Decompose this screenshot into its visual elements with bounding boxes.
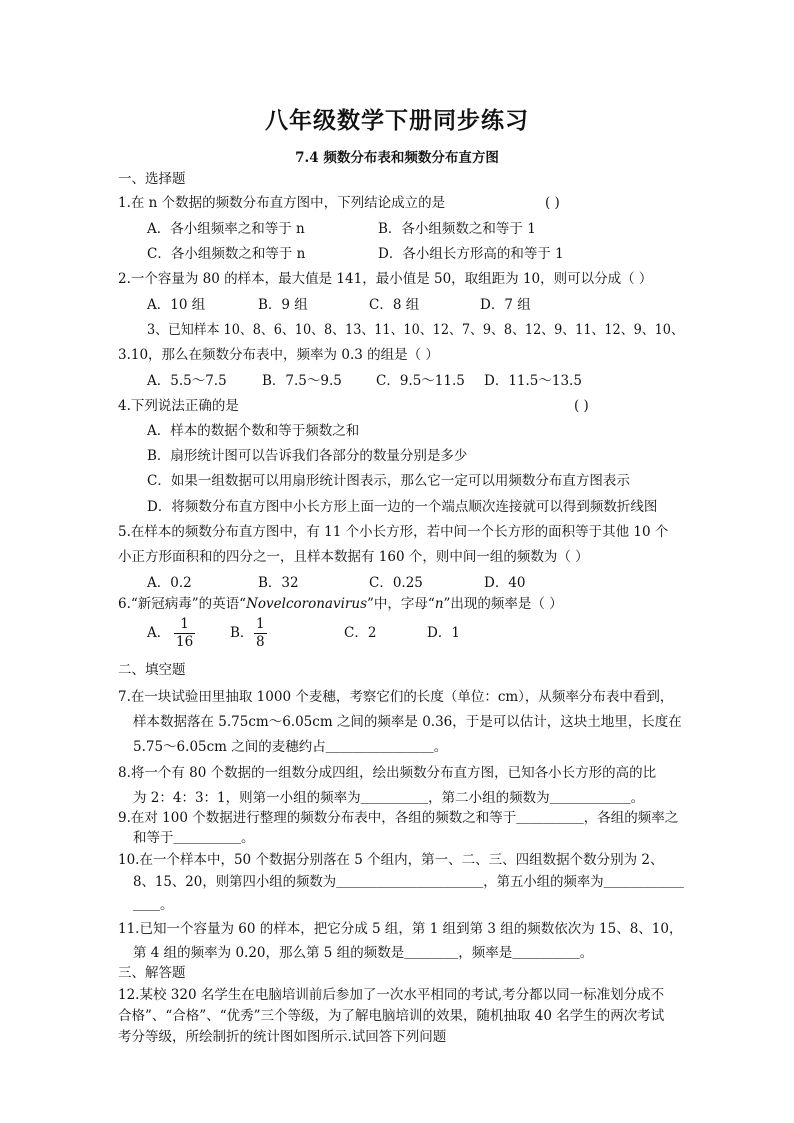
question-6-letter: n [434,596,444,612]
question-7-line-1: 7.在一块试验田里抽取 1000 个麦穗，考察它们的长度（单位：cm），从频率分布表中看到， [118,689,674,705]
question-5-option-c: C．0.25 [369,575,423,591]
question-6-stem-mid: ”中，字母“ [367,596,435,612]
question-8-line-1: 8.将一个有 80 个数据的一组数分成四组，绘出频数分布直方图，已知各小长方形的高的比 [118,765,657,781]
question-6-stem-post: ”出现的频率是（ ） [443,596,563,612]
question-3-option-a: A．5.5～7.5 [147,373,227,389]
question-2-option-b: B．9 组 [258,297,308,313]
question-2-option-c: C．8 组 [369,297,420,313]
question-1-option-c: C．各小组频数之和等于 n [147,246,306,262]
question-6-stem-pre: 6.“新冠病毒”的英语“ [118,596,247,612]
section-heading-solve: 三、解答题 [118,965,186,981]
fraction-denominator: 8 [256,634,265,650]
question-6-option-a-label: A． [147,625,171,641]
question-3-line-1: 3、已知样本 10、8、6、10、8、13、11、10、12、7、9、8、12、9、11、12、9、10、 [147,322,684,338]
question-3-option-d: D．11.5～13.5 [484,373,582,389]
question-6-option-c: C．2 [344,625,377,641]
question-10-line-3: ＿＿。 [133,897,174,913]
question-3-option-b: B．7.5～9.5 [262,373,342,389]
question-11-line-1: 11.已知一个容量为 60 的样本，把它分成 5 组，第 1 组到第 3 组的频数依次为 15、8、10， [118,921,683,937]
question-5-option-b: B．32 [258,575,299,591]
question-6-option-b-fraction [254,617,267,650]
question-6-option-a-fraction [174,617,195,650]
question-10-line-2: 8、15、20，则第四小组的频数为＿＿＿＿＿＿＿＿＿＿＿，第五小组的频率为＿＿＿＿＿＿ [133,874,684,890]
question-9-line-1: 9.在对 100 个数据进行整理的频数分布表中，各组的频数之和等于＿＿＿＿＿，各组的频率之 [118,810,679,826]
question-3-line-2: 3.10，那么在频数分布表中，频率为 0.3 的组是（ ） [118,347,439,363]
page-title: 八年级数学下册同步练习 [265,107,529,134]
question-1-stem: 1.在 n 个数据的频数分布直方图中，下列结论成立的是 [118,195,446,211]
question-12-line-3: 考分等级，所绘制折的统计图如图所示.试回答下列问题 [118,1029,447,1045]
question-4-stem: 4.下列说法正确的是 [118,398,239,414]
question-11-line-2: 第 4 组的频率为 0.20，那么第 5 组的频数是＿＿＿＿，频率是＿＿＿＿＿。 [133,945,594,961]
question-12-line-1: 12.某校 320 名学生在电脑培训前后参加了一次水平相同的考试,考分都以同一标准划分成不 [118,987,665,1003]
question-12-line-2: 合格”、“合格”、“优秀”三个等级，为了解电脑培训的效果，随机抽取 40 名学生的两次考试 [118,1008,665,1024]
question-6-stem [118,595,563,613]
question-1-option-b: B．各小组频数之和等于 1 [378,221,536,237]
section-heading-choice: 一、选择题 [118,171,186,187]
question-5-line-1: 5.在样本的频数分布直方图中，有 11 个小长方形，若中间一个长方形的面积等于其他 10 个 [118,524,669,540]
question-4-option-b: B．扇形统计图可以告诉我们各部分的数量分别是多少 [147,448,468,464]
question-7-line-3: 5.75～6.05cm 之间的麦穗约占＿＿＿＿＿＿＿＿。 [133,739,448,755]
question-6-english-word: Novelcoronavirus [246,596,368,612]
fraction-numerator: 1 [180,616,189,632]
question-7-line-2: 样本数据落在 5.75cm～6.05cm 之间的频率是 0.36，于是可以估计，这块土地里，长度在 [133,714,682,730]
question-10-line-1: 10.在一个样本中，50 个数据分别落在 5 个组内，第一、二、三、四组数据个数分别为 2、 [118,852,664,868]
question-4-option-c: C．如果一组数据可以用扇形统计图表示，那么它一定可以用频数分布直方图表示 [147,473,630,489]
question-1-option-a: A．各小组频率之和等于 n [147,221,305,237]
question-2-option-d: D．7 组 [480,297,531,313]
question-4-answer-paren: ( ) [574,398,589,414]
question-1-option-d: D．各小组长方形高的和等于 1 [378,246,564,262]
question-4-option-a: A．样本的数据个数和等于频数之和 [147,423,360,439]
question-5-option-a: A．0.2 [147,575,192,591]
question-2-stem: 2.一个容量为 80 的样本，最大值是 141，最小值是 50，取组距为 10，则可以分成（ ） [118,271,653,287]
question-3-option-c: C．9.5～11.5 [376,373,465,389]
fraction-numerator: 1 [256,616,265,632]
question-4-option-d: D．将频数分布直方图中小长方形上面一边的一个端点顺次连接就可以得到频数折线图 [147,499,658,515]
question-5-option-d: D．40 [484,575,526,591]
fraction-denominator: 16 [176,634,194,650]
question-2-option-a: A．10 组 [147,297,206,313]
question-1-answer-paren: ( ) [545,195,560,211]
question-8-line-2: 为 2：4：3：1，则第一小组的频率为＿＿＿＿＿，第二小组的频数为＿＿＿＿＿＿。 [133,790,645,806]
section-heading-fill-in: 二、填空题 [118,662,186,678]
page-subtitle: 7.4 频数分布表和频数分布直方图 [295,150,499,166]
question-5-line-2: 小正方形面积和的四分之一，且样本数据有 160 个，则中间一组的频数为（ ） [118,549,589,565]
question-6-option-d: D．1 [427,625,460,641]
question-9-line-2: 和等于＿＿＿＿＿。 [133,830,255,846]
question-6-option-b-label: B． [230,625,254,641]
